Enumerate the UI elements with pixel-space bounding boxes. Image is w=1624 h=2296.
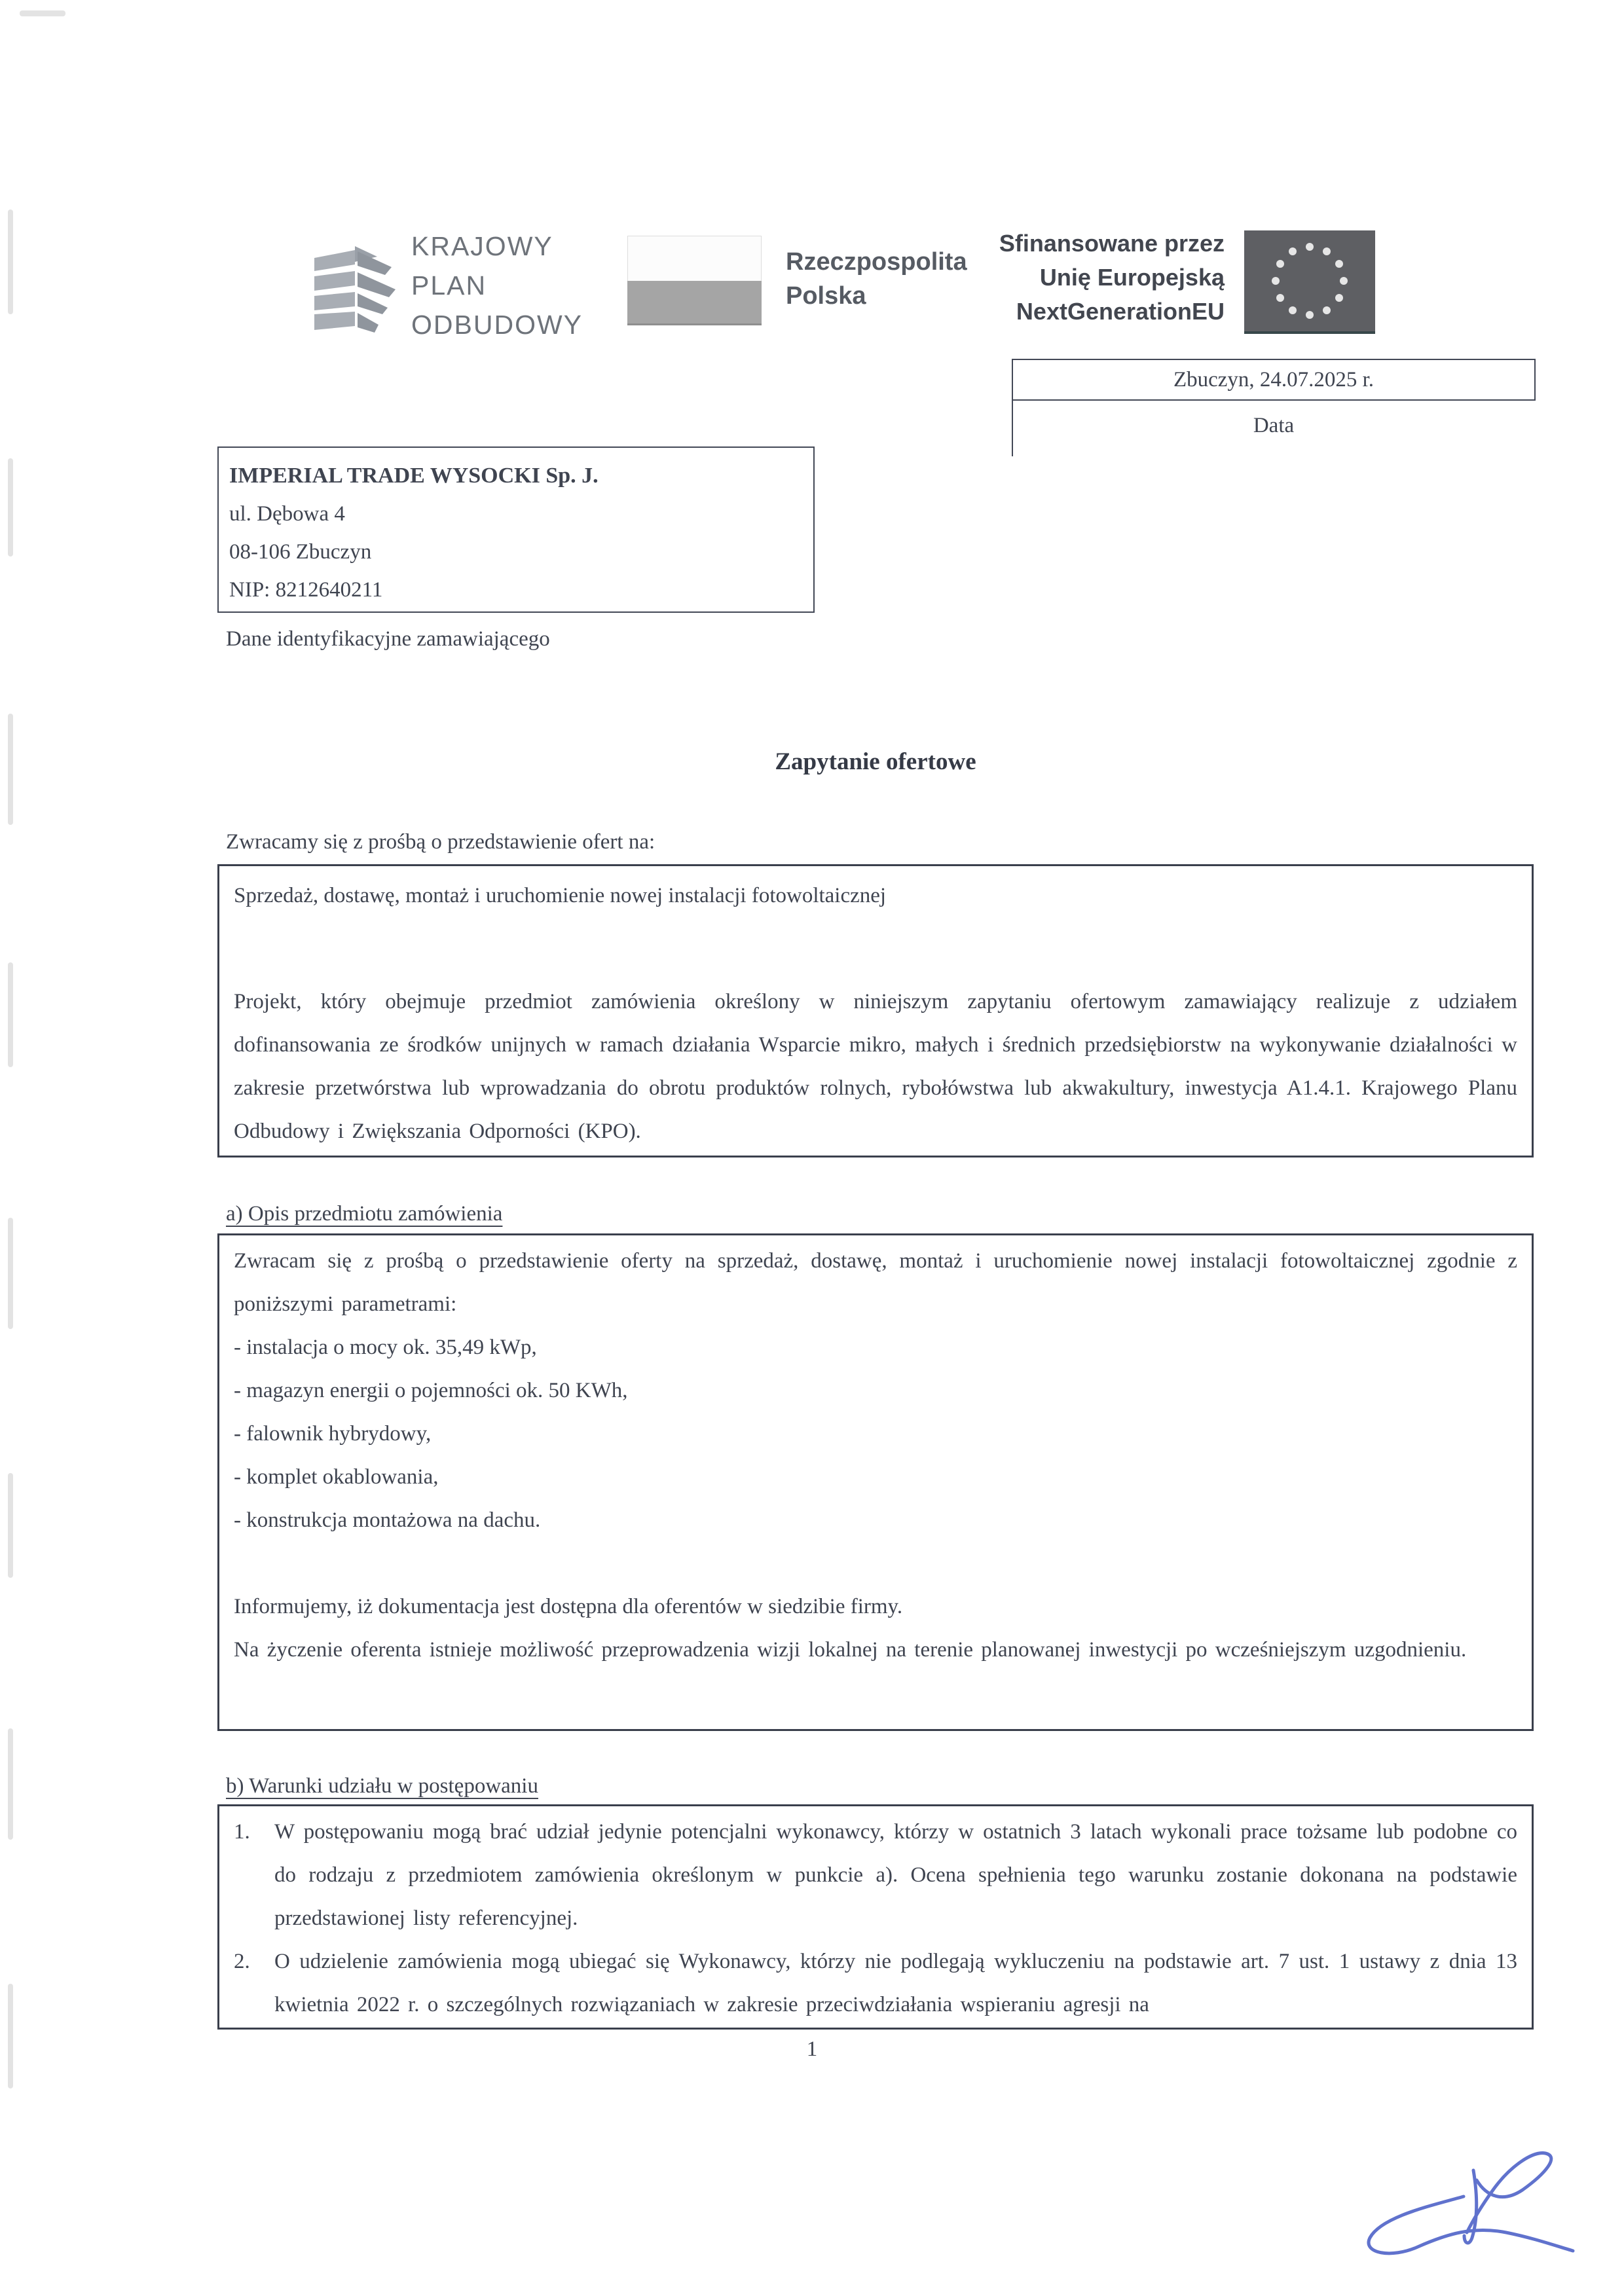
kpo-logo-text bbox=[411, 227, 583, 344]
parameter-item: - magazyn energii o pojemności ok. 50 KWh, bbox=[234, 1379, 628, 1402]
page-title: Zapytanie ofertowe bbox=[775, 748, 976, 775]
kpo-logo-icon bbox=[314, 241, 396, 336]
kpo-line-3: ODBUDOWY bbox=[411, 310, 583, 340]
condition-number: 2. bbox=[234, 1950, 250, 1973]
parameter-item: - komplet okablowania, bbox=[234, 1465, 439, 1489]
scan-artifact bbox=[20, 10, 65, 16]
scan-artifact bbox=[8, 1218, 13, 1329]
scan-artifact bbox=[8, 458, 13, 556]
scan-artifact bbox=[8, 1984, 13, 2088]
condition-item bbox=[234, 1940, 1517, 2026]
kpo-line-1: KRAJOWY bbox=[411, 231, 553, 261]
date-box bbox=[1012, 359, 1536, 401]
condition-text: O udzielenie zamówienia mogą ubiegać się Wykonawcy, którzy nie podlegają wykluczeniu na podstawie art. 7 ust. 1 ustawy z dnia 13 kwietnia 2022 r. o szczególnych rozwiązaniach w zakresie przeciwdziałania wspieraniu agresji na bbox=[274, 1950, 1517, 2016]
section-a-intro: Zwracam się z prośbą o przedstawienie oferty na sprzedaż, dostawę, montaż i uruchomienie nowej instalacji fotowoltaicznej zgodnie z poniższymi parametrami: bbox=[234, 1249, 1517, 1316]
section-a-note1: Informujemy, iż dokumentacja jest dostępna dla oferentów w siedzibie firmy. bbox=[234, 1595, 903, 1618]
scan-artifact bbox=[8, 1728, 13, 1840]
condition-item bbox=[234, 1810, 1517, 1940]
poland-flag-icon bbox=[627, 236, 762, 325]
date-value: Zbuczyn, 24.07.2025 r. bbox=[1173, 368, 1375, 392]
intro-line: Zwracamy się z prośbą o przedstawienie ofert na: bbox=[226, 830, 655, 854]
buyer-city: 08-106 Zbuczyn bbox=[229, 540, 372, 564]
page-number: 1 bbox=[806, 2037, 818, 2061]
scan-artifact bbox=[8, 962, 13, 1067]
buyer-name: IMPERIAL TRADE WYSOCKI Sp. J. bbox=[229, 464, 599, 488]
section-b-heading: b) Warunki udziału w postępowaniu bbox=[226, 1774, 538, 1798]
eu-flag-icon bbox=[1244, 230, 1375, 334]
scan-artifact bbox=[8, 210, 13, 314]
buyer-caption: Dane identyfikacyjne zamawiającego bbox=[226, 627, 550, 651]
eu-funding-label bbox=[989, 227, 1225, 329]
signature-scribble bbox=[1342, 2128, 1591, 2265]
scan-artifact bbox=[8, 714, 13, 825]
date-label: Data bbox=[1253, 414, 1295, 437]
poland-label bbox=[786, 245, 967, 313]
eu-line-2: Unię Europejską bbox=[1039, 264, 1225, 291]
section-a-box bbox=[217, 1233, 1534, 1731]
poland-line-1: Rzeczpospolita bbox=[786, 248, 967, 276]
parameter-item: - konstrukcja montażowa na dachu. bbox=[234, 1508, 541, 1532]
buyer-box bbox=[217, 446, 815, 613]
parameter-item: - instalacja o mocy ok. 35,49 kWp, bbox=[234, 1336, 537, 1359]
eu-line-1: Sfinansowane przez bbox=[999, 230, 1225, 257]
section-a-heading: a) Opis przedmiotu zamówienia bbox=[226, 1202, 503, 1226]
parameter-item: - falownik hybrydowy, bbox=[234, 1422, 432, 1446]
condition-number: 1. bbox=[234, 1820, 250, 1844]
section-a-note2: Na życzenie oferenta istnieje możliwość przeprowadzenia wizji lokalnej na terenie planowanej inwestycji po wcześniejszym uzgodnieniu. bbox=[234, 1638, 1467, 1662]
subject-box bbox=[217, 864, 1534, 1157]
project-paragraph: Projekt, który obejmuje przedmiot zamówienia określony w niniejszym zapytaniu ofertowym zamawiający realizuje z udziałem dofinansowania ze środków unijnych w ramach działania Wsparcie mikro, małych i średnich przedsiębiorstw na wykonywanie działalności w zakresie przetwórstwa lub wprowadzania do obrotu produktów rolnych, rybołówstwa lub akwakultury, inwestycja A1.4.1. Krajowego Planu Odbudowy i Zwiększania Odporności (KPO). bbox=[234, 990, 1517, 1143]
condition-text: W postępowaniu mogą brać udział jedynie potencjalni wykonawcy, którzy w ostatnich 3 latach wykonali prace tożsame lub podobne co do rodzaju z przedmiotem zamówienia określonym w punkcie a). Ocena spełnienia tego warunku zostanie dokonana na podstawie przedstawionej listy referencyjnej. bbox=[274, 1820, 1517, 1930]
kpo-line-2: PLAN bbox=[411, 270, 487, 301]
eu-line-3: NextGenerationEU bbox=[1016, 298, 1225, 325]
subject-line: Sprzedaż, dostawę, montaż i uruchomienie nowej instalacji fotowoltaicznej bbox=[234, 884, 887, 907]
scan-artifact bbox=[8, 1473, 13, 1578]
section-b-box bbox=[217, 1804, 1534, 2030]
buyer-nip: NIP: 8212640211 bbox=[229, 578, 383, 602]
buyer-street: ul. Dębowa 4 bbox=[229, 502, 345, 526]
poland-line-2: Polska bbox=[786, 282, 866, 310]
